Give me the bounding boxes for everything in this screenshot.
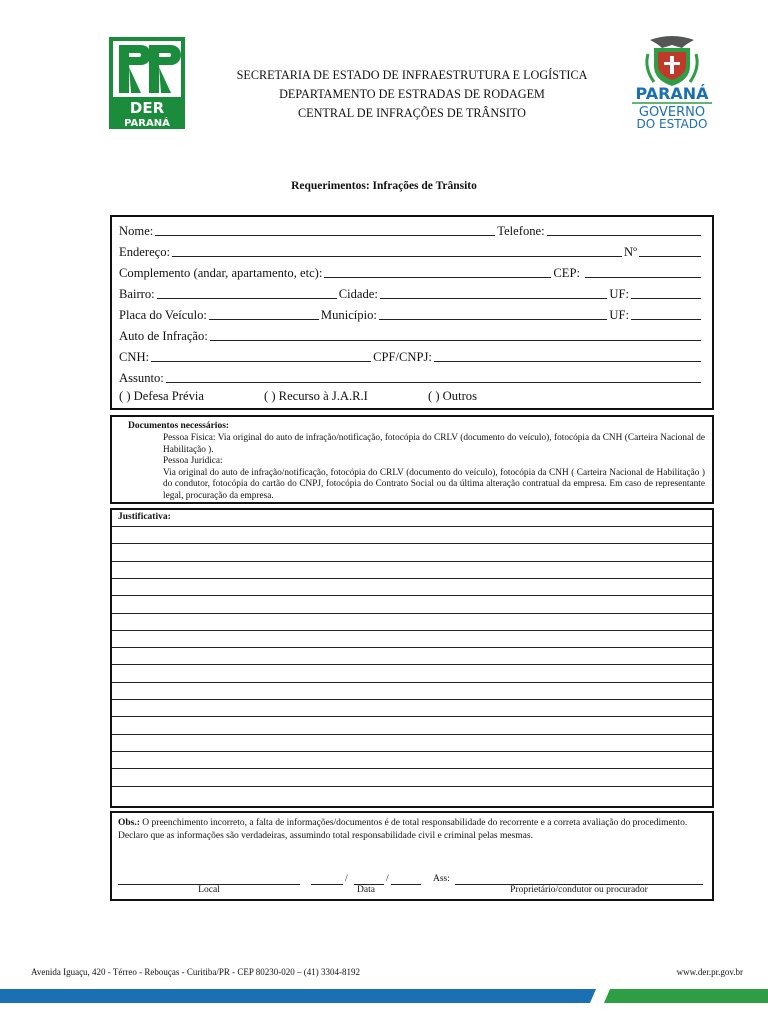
date-sep-1: / <box>345 874 348 884</box>
complemento-field[interactable] <box>324 277 551 278</box>
obs-label: Obs.: <box>118 818 140 828</box>
option-defesa-previa[interactable]: ( ) Defesa Prévia <box>119 389 204 403</box>
municipio-field[interactable] <box>379 319 608 320</box>
gov-logo-line1: GOVERNO <box>638 105 706 120</box>
justificativa-line[interactable] <box>112 526 712 527</box>
bairro-field[interactable] <box>157 298 337 299</box>
documents-pessoa-juridica: Via original do auto de infração/notificação, fotocópia do CRLV (documento do veículo), fotocópia da CNH ( Carteira Nacional de Habilitação ) do condutor, fotocópia do cartão do CNPJ, fotocópia do Contrato Social ou da última alteração contratual da empresa. Em caso de representante legal, procuração da empresa. <box>163 467 705 501</box>
uf-field[interactable] <box>631 298 701 299</box>
placa-label: Placa do Veículo: <box>119 308 207 322</box>
auto-label: Auto de Infração: <box>119 329 208 343</box>
uf-label: UF: <box>609 287 629 301</box>
placa-field[interactable] <box>209 319 319 320</box>
der-logo-text: DER <box>129 99 165 117</box>
justificativa-line[interactable] <box>112 595 712 596</box>
header-line-2: DEPARTAMENTO DE ESTRADAS DE RODAGEM <box>279 87 545 101</box>
justificativa-line[interactable] <box>112 682 712 683</box>
complemento-label: Complemento (andar, apartamento, etc): <box>119 266 323 280</box>
numero-label: Nº <box>624 245 637 259</box>
documents-pessoa-fisica: Pessoa Física: Via original do auto de infração/notificação, fotocópia do CRLV (documento do veículo), fotocópia da CNH (Carteira Nacional de Habilitação ). <box>163 433 705 455</box>
justificativa-line[interactable] <box>112 630 712 631</box>
municipio-label: Município: <box>320 308 377 322</box>
header-institution <box>200 66 624 123</box>
header-line-1: SECRETARIA DE ESTADO DE INFRAESTRUTURA E LOGÍSTICA <box>236 68 588 82</box>
cpf-label: CPF/CNPJ: <box>373 350 432 364</box>
justificativa-line[interactable] <box>112 699 712 700</box>
cidade-field[interactable] <box>380 298 608 299</box>
row-nome <box>119 219 703 239</box>
gov-logo-line2: DO ESTADO <box>636 117 708 130</box>
documents-title: Documentos necessários: <box>128 421 230 431</box>
cep-label: CEP: <box>553 266 580 280</box>
gov-logo-name: PARANÁ <box>635 84 709 103</box>
der-parana-logo <box>109 37 185 129</box>
row-bairro <box>119 282 703 302</box>
justificativa-line[interactable] <box>112 751 712 752</box>
data-label: Data <box>357 885 375 895</box>
nome-field[interactable] <box>155 235 495 236</box>
auto-field[interactable] <box>210 340 701 341</box>
justificativa-line[interactable] <box>112 647 712 648</box>
eagle-icon <box>650 36 694 48</box>
option-outros[interactable]: ( ) Outros <box>428 389 477 403</box>
justificativa-line[interactable] <box>112 561 712 562</box>
footer-website[interactable]: www.der.pr.gov.br <box>676 967 743 977</box>
assunto-field[interactable] <box>166 382 701 383</box>
der-logo-subtext: PARANÁ <box>124 118 170 129</box>
page-title: Requerimentos: Infrações de Trânsito <box>291 180 477 192</box>
documents-body <box>163 433 705 503</box>
bairro-label: Bairro: <box>119 287 155 301</box>
obs-text <box>118 817 706 842</box>
applicant-form <box>110 215 714 410</box>
telefone-field[interactable] <box>547 235 701 236</box>
row-complemento <box>119 261 703 281</box>
assunto-label: Assunto: <box>119 371 164 385</box>
cnh-field[interactable] <box>151 361 371 362</box>
numero-field[interactable] <box>639 256 701 257</box>
justificativa-line[interactable] <box>112 716 712 717</box>
justificativa-line[interactable] <box>112 613 712 614</box>
justificativa-line[interactable] <box>112 578 712 579</box>
row-endereco <box>119 240 703 260</box>
justificativa-line[interactable] <box>112 768 712 769</box>
uf2-field[interactable] <box>631 319 701 320</box>
ass-label: Ass: <box>433 874 450 884</box>
cep-field[interactable] <box>585 277 701 278</box>
uf2-label: UF: <box>609 308 629 322</box>
row-cnh <box>119 345 703 365</box>
cpf-field[interactable] <box>434 361 701 362</box>
endereco-field[interactable] <box>172 256 622 257</box>
row-placa <box>119 303 703 323</box>
row-assunto <box>119 366 703 386</box>
obs-section <box>110 811 714 901</box>
signer-label: Proprietário/condutor ou procurador <box>510 885 648 895</box>
justificativa-line[interactable] <box>112 543 712 544</box>
cidade-label: Cidade: <box>338 287 378 301</box>
footer-address: Avenida Iguaçu, 420 - Térreo - Rebouças - Curitiba/PR - CEP 80230-020 – (41) 3304-8192 <box>31 967 361 977</box>
obs-declaration: Declaro que as informações são verdadeiras, assumindo total responsabilidade civil e criminal pelas mesmas. <box>118 830 533 841</box>
row-auto <box>119 324 703 344</box>
endereco-label: Endereço: <box>119 245 171 259</box>
obs-body: O preenchimento incorreto, a falta de informações/documentos é de total responsabilidade do recorrente e a correta avaliação do procedimento. <box>139 818 688 828</box>
footer-stripe <box>0 989 768 1003</box>
justificativa-line[interactable] <box>112 664 712 665</box>
local-label: Local <box>198 885 220 895</box>
header-line-3: CENTRAL DE INFRAÇÕES DE TRÂNSITO <box>298 106 526 120</box>
nome-label: Nome: <box>119 224 154 238</box>
documents-section <box>110 415 714 504</box>
telefone-label: Telefone: <box>497 224 545 238</box>
date-sep-2: / <box>386 874 389 884</box>
justificativa-line[interactable] <box>112 734 712 735</box>
governo-parana-logo <box>626 32 718 130</box>
option-recurso-jari[interactable]: ( ) Recurso à J.A.R.I <box>264 389 368 403</box>
documents-pessoa-juridica-label: Pessoa Jurídica: <box>163 456 223 467</box>
cnh-label: CNH: <box>119 350 150 364</box>
justificativa-section <box>110 508 714 808</box>
justificativa-title: Justificativa: <box>118 512 171 522</box>
justificativa-line[interactable] <box>112 786 712 787</box>
